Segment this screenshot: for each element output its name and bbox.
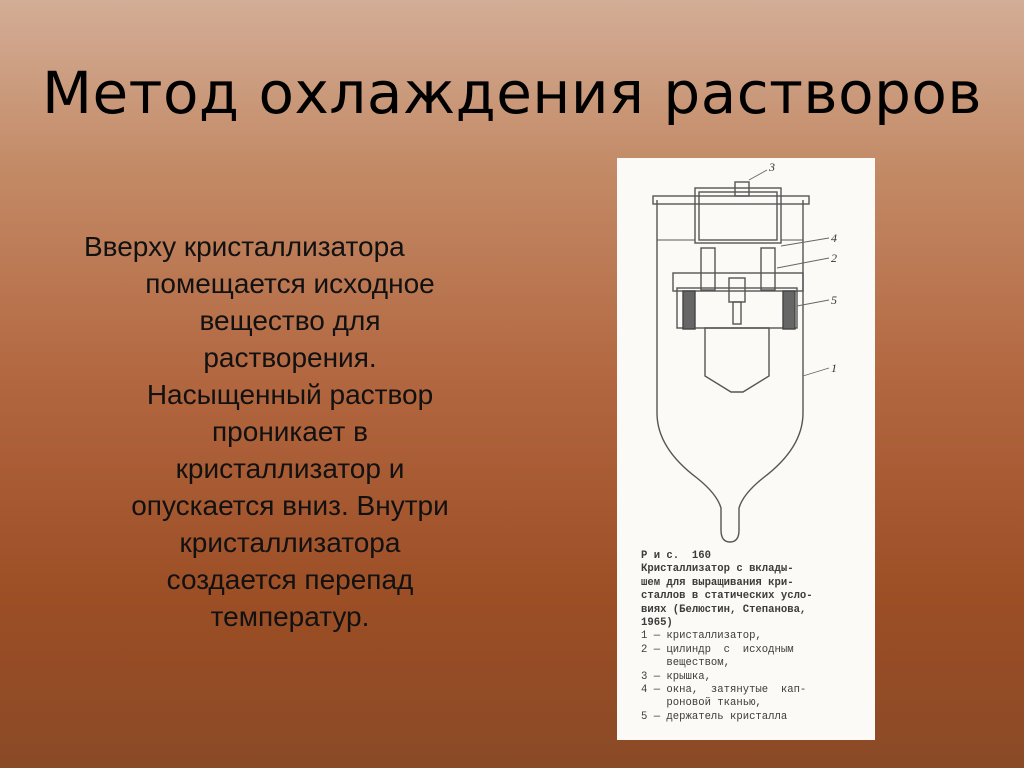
caption-line: 2 — цилиндр с исходным (641, 643, 794, 656)
caption-line: 4 — окна, затянутые кап- (641, 684, 807, 697)
body-line: вещество для (199, 305, 381, 336)
crystallizer-diagram (617, 158, 875, 548)
caption-line: роновой тканью, (641, 697, 762, 710)
caption-line: 3 — крышка, (641, 670, 711, 683)
callout-3: 3 (769, 160, 775, 174)
body-line: опускается вниз. Внутри (131, 490, 449, 521)
callout-1: 1 (831, 361, 837, 375)
caption-line: шем для выращивания кри- (641, 576, 794, 589)
callout-2: 2 (831, 251, 837, 265)
figure-caption (641, 550, 863, 724)
body-line: растворения. (203, 342, 377, 373)
body-line: создается перепад (166, 564, 414, 595)
figure-label: Р и с. 160 (641, 550, 711, 562)
body-line: помещается исходное (145, 268, 435, 299)
caption-line: веществом, (641, 657, 731, 670)
body-line: температур. (210, 601, 370, 632)
caption-line: 5 — держатель кристалла (641, 710, 788, 723)
caption-line: сталлов в статических усло- (641, 590, 813, 603)
caption-line: Кристаллизатор с вклады- (641, 563, 794, 576)
body-line: проникает в (212, 416, 368, 447)
crystallizer-figure (617, 158, 875, 740)
slide-title: Метод охлаждения растворов (41, 59, 983, 127)
body-line: Вверху кристаллизатора (84, 231, 405, 262)
caption-line: виях (Белюстин, Степанова, (641, 603, 807, 616)
body-line: кристаллизатор и (175, 453, 405, 484)
callout-5: 5 (831, 293, 837, 307)
body-line: кристаллизатора (179, 527, 401, 558)
callout-4: 4 (831, 231, 837, 245)
slide-body-text (80, 228, 500, 635)
body-line: Насыщенный раствор (146, 379, 434, 410)
caption-line: 1 — кристаллизатор, (641, 630, 762, 643)
caption-line: 1965) (641, 617, 673, 630)
